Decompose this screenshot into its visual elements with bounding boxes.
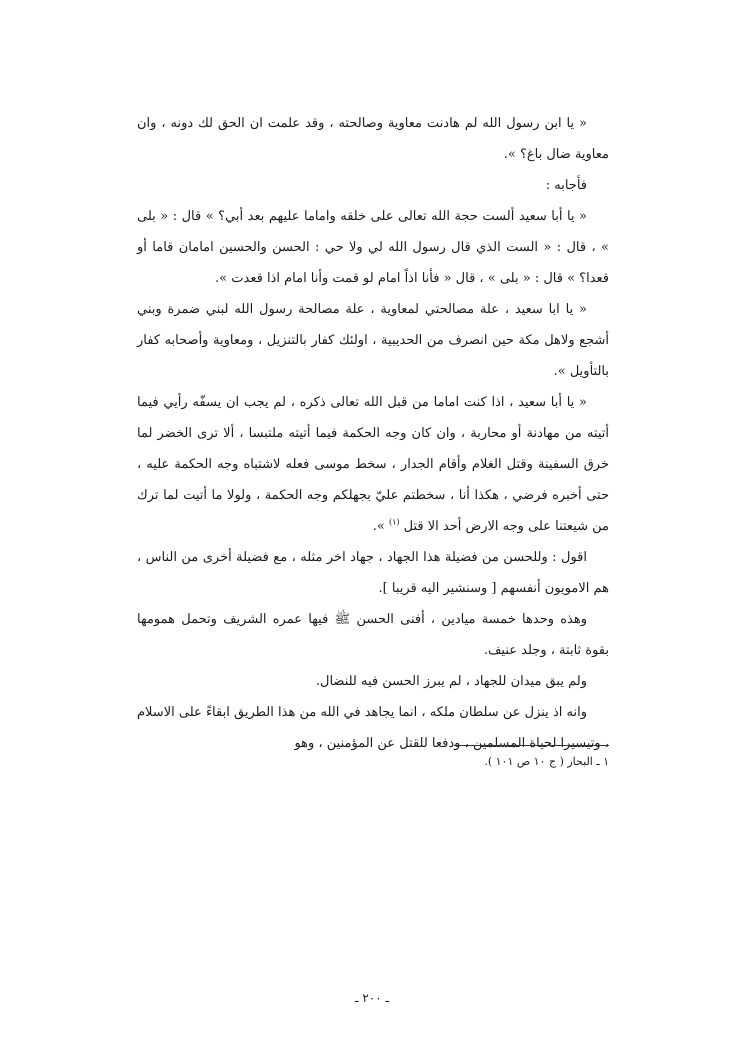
- paragraph-1: « يا ابن رسول الله لم هادنت معاوية وصالحته ، وقد علمت ان الحق لك دونه ، وان معاوية ضال باغ؟ ».: [137, 116, 609, 162]
- footnote: ١ ـ البحار ( ج ١٠ ص ١٠١ ).: [484, 755, 609, 768]
- paragraph-9: وانه اذ ينزل عن سلطان ملكه ، انما يجاهد في الله من هذا الطريق ابقاءً على الاسلام ، وتيسيرا لحياة المسلمين ، ودفعا للقتل عن المؤمنين ، وهو: [137, 705, 609, 751]
- paragraph-8: ولم يبق ميدان للجهاد ، لم يبرز الحسن فيه للنضال.: [315, 674, 587, 689]
- footnote-divider: [454, 745, 609, 746]
- paragraph-5-end: ».: [372, 519, 389, 534]
- page-number: ـ ٢٠٠ ـ: [354, 991, 390, 1005]
- paragraph-6: اقول : وللحسن من فضيلة هذا الجهاد ، جهاد اخر مثله ، مع فضيلة أخرى من الناس ، هم الامويون أنفسهم [ وسنشير اليه قريبا ].: [137, 550, 609, 596]
- paragraph-3: « يا أبا سعيد ألست حجة الله تعالى على خلقه واماما عليهم بعد أبي؟ » قال : « بلى » ، قال : « الست الذي قال رسول الله لي ولا حي : الحسن والحسين امامان قاما أو قعدا؟ » قال : « بلى » ، قال « فأنا اذاً امام لو قمت وأنا امام اذا قعدت ».: [137, 209, 609, 286]
- paragraph-5: [137, 387, 609, 542]
- paragraph-4: « يا ابا سعيد ، علة مصالحتي لمعاوية ، علة مصالحة رسول الله لبني ضمرة وبني أشجع ولاهل مكة حين انصرف من الحديبية ، اولئك كفار بالتنزيل ، ومعاوية وأصحابه كفار بالتأويل ».: [137, 302, 609, 379]
- paragraph-7: وهذه وحدها خمسة ميادين ، أفنى الحسن ﷺ فيها عمره الشريف وتحمل همومها بقوة ثابتة ، وجلد عنيف.: [137, 612, 609, 658]
- paragraph-5-text: « يا أبا سعيد ، اذا كنت اماما من قبل الله تعالى ذكره ، لم يجب ان يسفّه رأيي فيما أتيته من مهادنة أو محاربة ، وان كان وجه الحكمة فيما أتيته ملتبسا ، ألا ترى الخضر لما خرق السفينة وقتل الغلام وأقام الجدار ، سخط موسى فعله لاشتباه وجه الحكمة عليه ، حتى أخبره فرضي ، هكذا أنا ، سخطتم عليّ بجهلكم وجه الحكمة ، ولولا ما أتيت لما ترك من شيعتنا على وجه الارض أحد الا قتل: [137, 395, 609, 534]
- paragraph-2: فأجابه :: [545, 178, 587, 193]
- footnote-marker: (١): [388, 517, 400, 527]
- body-text: [137, 108, 609, 759]
